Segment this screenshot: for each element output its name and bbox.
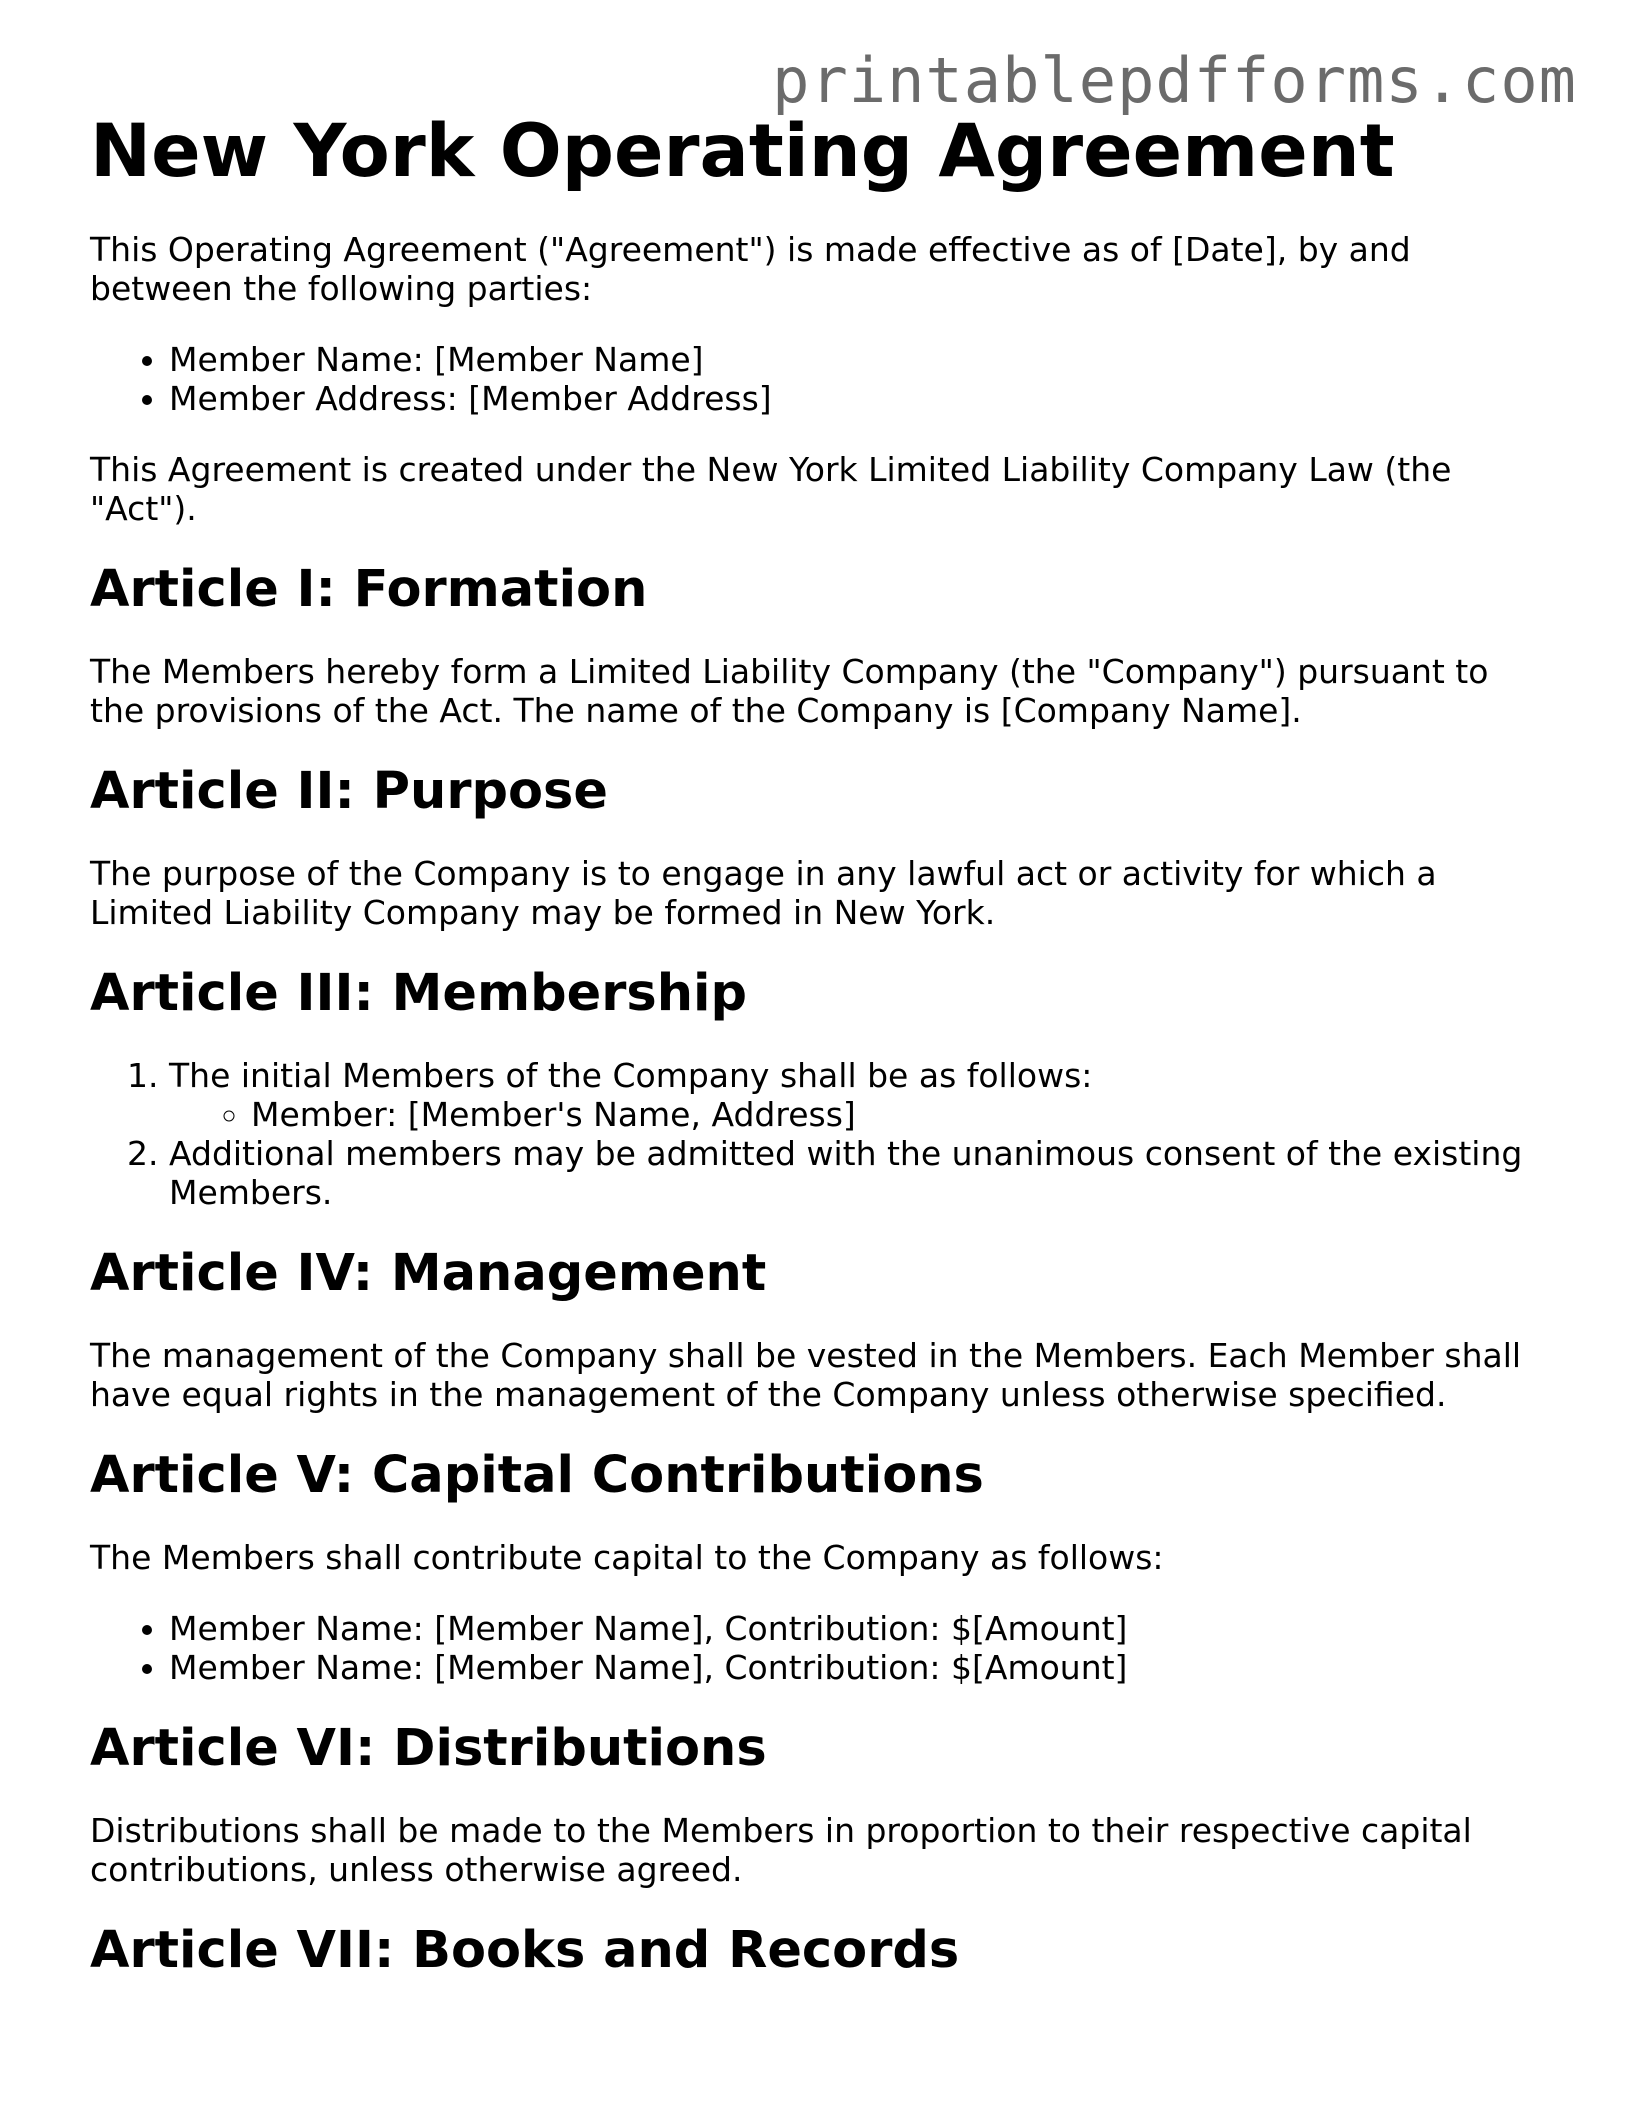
membership-item-text: The initial Members of the Company shall be as follows:: [169, 1056, 1093, 1095]
article-heading-distributions: Article VI: Distributions: [90, 1719, 767, 1778]
membership-sublist: [169, 1095, 1550, 1134]
membership-list: [90, 1056, 1550, 1212]
article-heading-purpose: Article II: Purpose: [90, 762, 608, 821]
article-body-formation: The Members hereby form a Limited Liability Company (the "Company") pursuant to the provisions of the Act. The name of the Company is [Company Name].: [90, 652, 1489, 730]
contributions-list: [90, 1609, 1550, 1687]
article-body-management: The management of the Company shall be vested in the Members. Each Member shall have equal rights in the management of the Company unless otherwise specified.: [90, 1336, 1522, 1414]
parties-list: [90, 340, 1550, 418]
list-item: • Member Name: [Member Name], Contribution: $[Amount]: [169, 1648, 1550, 1687]
document-body: [90, 230, 1550, 2013]
article-body-capital: The Members shall contribute capital to the Company as follows:: [90, 1538, 1164, 1577]
article-body-purpose: The purpose of the Company is to engage in any lawful act or activity for which a Limited Liability Company may be formed in New York.: [90, 854, 1437, 932]
article-heading-capital: Article V: Capital Contributions: [90, 1446, 984, 1505]
act-statement: This Agreement is created under the New York Limited Liability Company Law (the "Act").: [90, 450, 1452, 528]
list-item: ◦ Member: [Member's Name, Address]: [251, 1095, 1550, 1134]
list-item: 2. Additional members may be admitted with the unanimous consent of the existing Members.: [169, 1134, 1550, 1212]
article-heading-management: Article IV: Management: [90, 1244, 767, 1303]
article-body-distributions: Distributions shall be made to the Members in proportion to their respective capital contributions, unless otherwise agreed.: [90, 1811, 1472, 1889]
article-heading-membership: Article III: Membership: [90, 964, 747, 1023]
list-item: • Member Address: [Member Address]: [169, 379, 1550, 418]
list-item: [169, 1056, 1550, 1134]
watermark: printablepdfforms.com: [772, 44, 1577, 117]
document-title: New York Operating Agreement: [90, 109, 1395, 194]
list-item: • Member Name: [Member Name], Contribution: $[Amount]: [169, 1609, 1550, 1648]
intro-paragraph: This Operating Agreement ("Agreement") is made effective as of [Date], by and between the following parties:: [90, 230, 1411, 308]
list-item: • Member Name: [Member Name]: [169, 340, 1550, 379]
article-heading-formation: Article I: Formation: [90, 560, 648, 619]
article-heading-books: Article VII: Books and Records: [90, 1921, 960, 1980]
